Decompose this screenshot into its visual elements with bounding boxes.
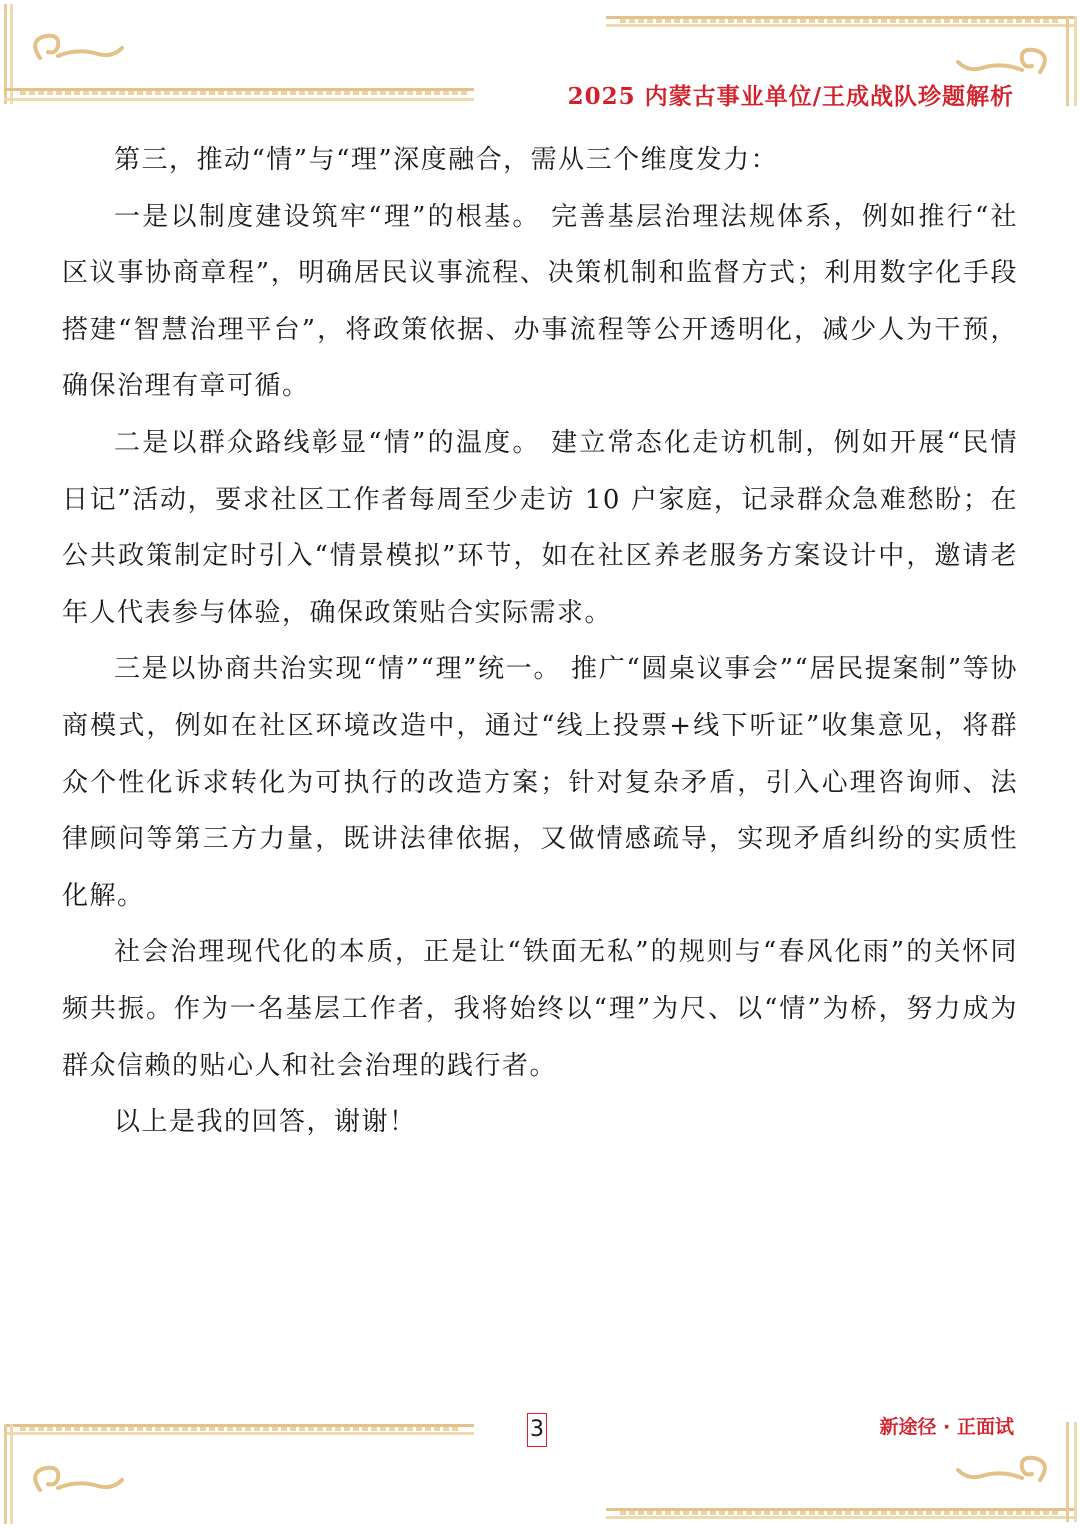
paragraph: 社会治理现代化的本质，正是让“铁面无私”的规则与“春风化雨”的关怀同频共振。作为一名基层工作者，我将始终以“理”为尺、以“情”为桥，努力成为群众信赖的贴心人和社会治理的践行者。 <box>62 937 1018 1081</box>
paragraph: 第三，推动“情”与“理”深度融合，需从三个维度发力： <box>114 145 779 175</box>
header-title: 2025 内蒙古事业单位/王成战队珍题解析 <box>567 83 1014 110</box>
cloud-swirl-ornament-icon <box>35 36 122 58</box>
bottom-left-ornament <box>0 1418 480 1528</box>
page-number: 3 <box>527 1413 547 1447</box>
footer-brand: 新途径 · 正面试 <box>879 1416 1014 1438</box>
top-left-ornament <box>0 0 480 110</box>
paragraph: 以上是我的回答，谢谢！ <box>114 1107 417 1138</box>
document-body <box>62 132 1018 1151</box>
paragraph: 三是以协商共治实现“情”“理”统一。 推广“圆桌议事会”“居民提案制”等协商模式，例如在社区环境改造中，通过“线上投票+线下听证”收集意见，将群众个性化诉求转化为可执行的改造方案；针对复杂矛盾，引入心理咨询师、法律顾问等第三方力量，既讲法律依据，又做情感疏导，实现矛盾纠纷的实质性化解。 <box>62 654 1018 911</box>
paragraph: 一是以制度建设筑牢“理”的根基。 完善基层治理法规体系，例如推行“社区议事协商章程”，明确居民议事流程、决策机制和监督方式；利用数字化手段搭建“智慧治理平台”，将政策依据、办事流程等公开透明化，减少人为干预，确保治理有章可循。 <box>62 201 1018 402</box>
paragraph: 二是以群众路线彰显“情”的温度。 建立常态化走访机制，例如开展“民情日记”活动，要求社区工作者每周至少走访 10 户家庭，记录群众急难愁盼；在公共政策制定时引入“情景模拟”环节，如在社区养老服务方案设计中，邀请老年人代表参与体验，确保政策贴合实际需求。 <box>62 427 1018 628</box>
